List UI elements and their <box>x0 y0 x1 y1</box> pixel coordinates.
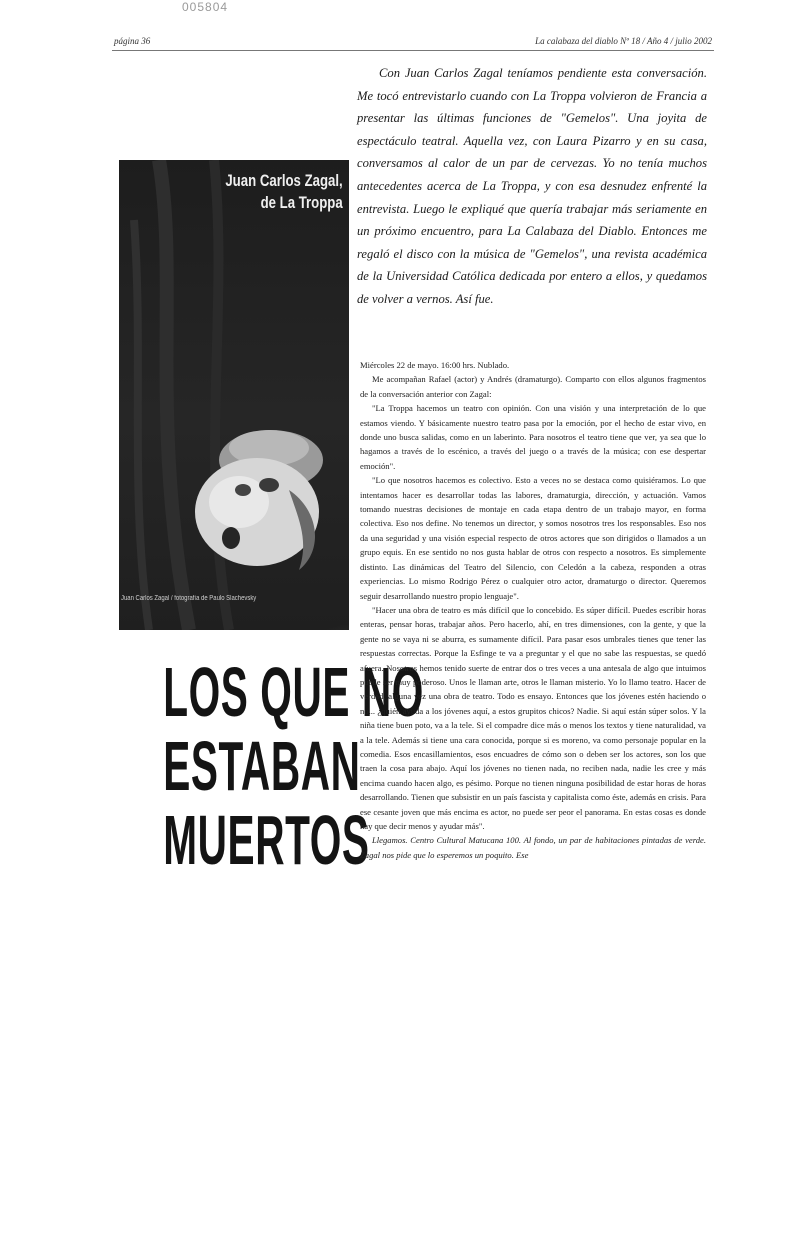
intro-paragraph: Con Juan Carlos Zagal teníamos pendiente esta conversación. Me tocó entrevistarlo cuando con La Troppa volvieron de Francia a presentar las últimas funciones de "Gemelos". Una joyita de espectáculo teatral. Aquella vez, con Laura Pizarro y en su casa, conversamos al calor de un par de cervezas. Yo no tenía muchos antecedentes acerca de La Troppa, y con esa desnudez enfrenté la entrevista. Luego le expliqué que quería trabajar más seriamente en un próximo encuentro, para La Calabaza del Diablo. Entonces me regaló el disco con la música de "Gemelos", una revista académica de la Universidad Católica dedicada por entero a ellos, y quedamos de volver a vernos. Así fue. <box>357 66 707 306</box>
dateline: Miércoles 22 de mayo. 16:00 hrs. Nublado. <box>360 360 510 370</box>
scan-archive-number: 005804 <box>182 0 229 14</box>
headline-line3: MUERTOS <box>163 801 370 879</box>
body-paragraph-1: Me acompañan Rafael (actor) y Andrés (dramaturgo). Comparto con ellos algunos fragmentos de la conversación anterior con Zagal: <box>360 374 706 399</box>
headline-line1: LOS QUE NO <box>163 653 424 731</box>
portrait-photo <box>119 160 349 630</box>
portrait-illustration <box>119 160 349 630</box>
article-body <box>360 358 706 862</box>
publication-info: La calabaza del diablo Nº 18 / Año 4 / julio 2002 <box>535 36 712 46</box>
running-head <box>112 34 714 51</box>
body-paragraph-3: "Lo que nosotros hacemos es colectivo. Esto a veces no se destaca como quisiéramos. Lo que intentamos hacer es desarrollar todas las labores, dramaturgia, dirección, y actuación. Vamos tomando nuestras decisiones de montaje en cada etapa dentro de un trabajo mayor, en forma colectiva. Eso nos define. No tenemos un director, y somos nosotros tres los responsables. Eso nos da una seguridad y una visión especial respecto de otros actores que son dirigidos o llamados a un grupo equis. En ese sentido no nos gusta hablar de otros con respecto a nosotros. Es simplemente distinto. Las dinámicas del Teatro del Silencio, con Celedón a la cabeza, responden a otras experiencias. Lo mismo Rodrigo Pérez o cualquier otro actor, dramaturgo o director. Queremos seguir desarrollando nuestro propio lenguaje". <box>360 475 706 601</box>
body-paragraph-4: "Hacer una obra de teatro es más difícil que lo concebido. Es súper difícil. Puedes escribir horas enteras, pensar horas, trabajar años. Pero hacerlo, ahí, en tres dimensiones, con la gente, y que la gente no se vaya ni se aburra, es sumamente difícil. Para pasar esos umbrales tienes que tener las respuestas correctas. Porque la Esfinge te va a preguntar y el que no sabe las respuestas, se quedó afuera. Nosotros hemos tenido suerte de entrar dos o tres veces a una antesala de algo que intuimos puede ser muy poderoso. Unos le llaman arte, otros le llaman misterio. Yo lo llamo teatro. Hacer de verdad, alguna vez una obra de teatro. Todo es ensayo. Entonces que los jóvenes estén haciendo o no... ¿quién ayuda a los jóvenes aquí, a estos grupitos chicos? Nadie. Si aquí están súper solos. Y la niña tiene buen poto, va a la tele. Si el compadre dice más o menos los textos y tiene naturalidad, va a la tele. Además si tiene una cara conocida, porque si es moreno, va como personaje popular en la comedia. Esos encasillamientos, esos encuadres de cómo son o deben ser los actores, son los que traen la cosa para abajo. Aquí los jóvenes no tienen nada, no reciben nada, nadie les cree y más encima cuando hacen algo, es pésimo. Porque no tienen ninguna posibilidad de estar horas de horas desarrollando. Tienen que subsistir en un país fascista y capitalista como éste, además en crisis. Para ese cesante joven que más encima es actor, no puede ser peor el panorama. En estas cosas es donde hay que decir menos y ayudar más". <box>360 604 706 831</box>
photo-title-line1: Juan Carlos Zagal, <box>225 172 343 190</box>
body-paragraph-5: Llegamos. Centro Cultural Matucana 100. Al fondo, un par de habitaciones pintadas de verde. Zagal nos pide que lo esperemos un poquito. Ese <box>360 835 706 860</box>
photo-title <box>226 170 343 214</box>
body-paragraph-2: "La Troppa hacemos un teatro con opinión. Con una visión y una interpretación de lo que estamos viendo. Y básicamente nuestro teatro pasa por la emoción, por el hecho de estar vivo, en donde uno busca salidas, como en un laberinto. Para nosotros el teatro tiene que ver, ya sea que lo hagamos a través de lo escénico, a través del juego o a través de la música; con ese despertar emoción". <box>360 403 706 471</box>
article-headline <box>112 653 424 879</box>
headline-line2: ESTABAN <box>163 727 361 805</box>
photo-title-line2: de La Troppa <box>260 194 343 212</box>
page-number: página 36 <box>114 36 151 46</box>
photo-credit: Juan Carlos Zagal / fotografía de Paulo Slachevsky <box>121 595 257 602</box>
